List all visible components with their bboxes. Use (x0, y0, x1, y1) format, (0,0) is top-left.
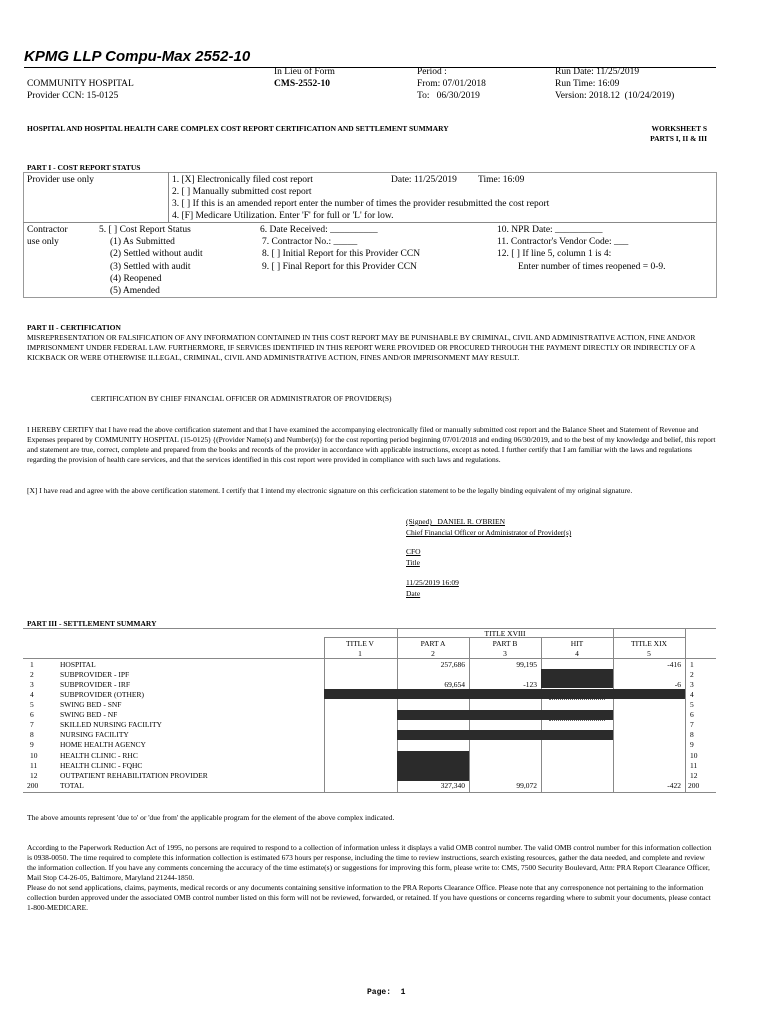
row-label-snf: SKILLED NURSING FACILITY (60, 720, 162, 729)
title-xviii-header: TITLE XVIII (484, 629, 526, 638)
col-header-title-v: TITLE V (346, 639, 374, 648)
reopened-line: 12. [ ] If line 5, column 1 is 4: (497, 249, 612, 259)
col-header-part-b: PART B (492, 639, 518, 648)
row-line-number: 10 (30, 751, 38, 760)
col-header-hit: HIT (570, 639, 584, 648)
row-label-rhc: HEALTH CLINIC - RHC (60, 751, 138, 760)
status-line-1: 1. [X] Electronically filed cost report (172, 175, 313, 185)
row-line-number: 6 (30, 710, 34, 719)
col-number: 4 (575, 649, 579, 658)
row-line-number-right: 200 (688, 781, 700, 790)
row-label-total: TOTAL (60, 781, 84, 790)
status-line-3: 3. [ ] If this is an amended report enter the number of times the provider resubmitted the cost report (172, 199, 550, 209)
table-col-divider (685, 628, 686, 792)
provider-ccn: Provider CCN: 15-0125 (27, 91, 119, 101)
status-option: (2) Settled without audit (110, 249, 203, 259)
reopened-count: Enter number of times reopened = 0-9. (518, 262, 666, 272)
date-received: 6. Date Received: __________ (260, 225, 378, 235)
table-col-divider (324, 637, 325, 792)
status-option: (4) Reopened (110, 274, 162, 284)
row-line-number-right: 1 (690, 660, 694, 669)
report-title: HOSPITAL AND HOSPITAL HEALTH CARE COMPLEX COST REPORT CERTIFICATION AND SETTLEMENT SUMMARY (27, 124, 449, 133)
col-number: 5 (647, 649, 651, 658)
row-label-outpatient-rehab: OUTPATIENT REHABILITATION PROVIDER (60, 771, 208, 780)
row-line-number-right: 11 (690, 761, 698, 770)
dotted-rule (549, 699, 605, 700)
run-date: Run Date: 11/25/2019 (555, 67, 640, 77)
contractor-no: 7. Contractor No.: _____ (262, 237, 358, 247)
contractor-label: Contractor (27, 225, 68, 235)
col-number: 3 (503, 649, 507, 658)
final-report: 9. [ ] Final Report for this Provider CCN (262, 262, 417, 272)
row-label-irf: SUBPROVIDER - IRF (60, 680, 131, 689)
page-number: Page: 1 (367, 988, 406, 997)
part2-heading: PART II - CERTIFICATION (27, 323, 121, 332)
part1-divider-horizontal (23, 222, 716, 223)
warning-text: MISREPRESENTATION OR FALSIFICATION OF ANY INFORMATION CONTAINED IN THIS COST REPORT MAY BE PUNISHABLE BY CRIMINAL, CIVIL AND ADMINISTRATIVE ACTION, FINE AND/OR IMPRISONMENT UNDER FEDERAL LAW. FURTHERMORE, IF SERVICES IDENTIFIED IN THIS REPORT WERE PROVIDED OR PROCURED THROUGH THE PAYMENT DIRECTLY OR INDIRECTLY OF A KICKBACK OR WERE OTHERWISE ILLEGAL, CRIMINAL, CIVIL AND ADMINISTRATIVE ACTION, FINES AND/OR IMPRISONMENT MAY RESULT. (27, 333, 696, 362)
run-time: Run Time: 16:09 (555, 79, 620, 89)
row-value-part-a: 257,686 (440, 660, 465, 669)
form-number: CMS-2552-10 (274, 79, 330, 89)
shaded-cell (397, 710, 613, 720)
paperwork-notice: According to the Paperwork Reduction Act of 1995, no persons are required to respond to a collection of information unless it displays a valid OMB control number. The valid OMB control number for this information collection is 0938-0050. The time required to complete this information collection is estimated 673 hours per response, including the time to review instructions, search existing resources, gather the data needed, and complete and review the information collection. If you have any comments concerning the accuracy of the time estimate(s) or suggestions for improving this form, please write to: CMS, 7500 Security Boulevard, Attn: PRA Report Clearance Officer, Mail Stop C4-26-05, Baltimore, Maryland 21244-1850. Please do not send applications, claims, payments, medical records or any documents containing sensitive information to the PRA Reports Clearance Office. Please note that any corresponence not pertaining to the information collection burden approved under the associated OMB control number listed on this form will not be reviewed, forwarded, or retained. If you have questions or concerns regarding where to submit your documents, please contact 1-800-MEDICARE. (27, 843, 712, 912)
period-label: Period : (417, 67, 447, 77)
signer-title-label: Chief Financial Officer or Administrator of Provider(s) (406, 528, 572, 537)
row-line-number: 1 (30, 660, 34, 669)
row-line-number-right: 2 (690, 670, 694, 679)
row-value-title-xix: -416 (667, 660, 681, 669)
document-title: KPMG LLP Compu-Max 2552-10 (24, 48, 251, 65)
hospital-name: COMMUNITY HOSPITAL (27, 79, 134, 89)
certification-text: I HEREBY CERTIFY that I have read the above certification statement and that I have examined the accompanying electronically filed or manually submitted cost report and the Balance Sheet and Statement of Revenue and Expenses prepared by COMMUNITY HOSPITAL (15-0125) {(Provider Name(s) and Number(s)} for the cost reporting period beginning 07/01/2018 and ending 06/30/2019, and to the best of my knowledge and belief, this report and statement are true, correct, complete and prepared from the books and records of the provider in accordance with applicable instructions, except as noted. I further certify that I am familiar with the laws and regulations regarding the provision of health care services, and that the services identified in this cost report were provided in compliance with such laws and regulations. (27, 425, 716, 464)
row-line-number-right: 6 (690, 710, 694, 719)
row-value-part-b: 99,195 (516, 660, 537, 669)
status-line-2: 2. [ ] Manually submitted cost report (172, 187, 312, 197)
title-label: Title (406, 558, 420, 567)
date-label: Date (406, 589, 421, 598)
table-subheader-rule (324, 637, 685, 638)
col-number: 2 (431, 649, 435, 658)
row-label-home-health: HOME HEALTH AGENCY (60, 740, 146, 749)
row-label-fqhc: HEALTH CLINIC - FQHC (60, 761, 143, 770)
settlement-note: The above amounts represent 'due to' or 'due from' the applicable program for the element of the above complex indicated. (27, 813, 395, 822)
filed-date: Date: 11/25/2019 (391, 175, 457, 185)
row-line-number: 2 (30, 670, 34, 679)
row-line-number: 11 (30, 761, 38, 770)
table-col-divider (613, 628, 614, 792)
signed-name: (Signed) DANIEL R. O'BRIEN (406, 517, 505, 526)
table-bottom-rule (23, 792, 716, 793)
row-line-number-right: 12 (690, 771, 698, 780)
provider-use-label: Provider use only (27, 175, 95, 185)
filed-time: Time: 16:09 (478, 175, 525, 185)
total-value-part-a: 327,340 (440, 781, 465, 790)
row-line-number-right: 5 (690, 700, 694, 709)
row-label-hospital: HOSPITAL (60, 660, 96, 669)
row-value-part-b: -123 (523, 680, 537, 689)
row-line-number-right: 3 (690, 680, 694, 689)
status-option: (3) Settled with audit (110, 262, 191, 272)
vendor-code: 11. Contractor's Vendor Code: ___ (497, 237, 629, 247)
total-value-title-xix: -422 (667, 781, 681, 790)
row-label-nursing-facility: NURSING FACILITY (60, 730, 129, 739)
row-line-number-right: 7 (690, 720, 694, 729)
shaded-cell (397, 730, 613, 740)
agreement-statement: [X] I have read and agree with the above certification statement. I certify that I intend my electronic signature on this cerficication statement to be the legally binding equivalent of my original signature. (27, 486, 633, 495)
shaded-cell (397, 751, 469, 781)
status-line-4: 4. [F] Medicare Utilization. Enter 'F' for full or 'L' for low. (172, 211, 394, 221)
signature-date: 11/25/2019 16:09 (406, 578, 459, 587)
period-to: To: 06/30/2019 (417, 91, 480, 101)
col-header-part-a: PART A (420, 639, 446, 648)
shaded-cell (324, 689, 685, 699)
row-label-ipf: SUBPROVIDER - IPF (60, 670, 130, 679)
total-value-part-b: 99,072 (516, 781, 537, 790)
version: Version: 2018.12 (10/24/2019) (555, 91, 675, 101)
initial-report: 8. [ ] Initial Report for this Provider CCN (262, 249, 421, 259)
worksheet-parts: PARTS I, II & III (650, 134, 707, 143)
row-line-number: 7 (30, 720, 34, 729)
part3-heading: PART III - SETTLEMENT SUMMARY (27, 619, 157, 628)
row-line-number: 200 (27, 781, 39, 790)
row-line-number: 8 (30, 730, 34, 739)
part1-divider-vertical (168, 172, 169, 223)
row-value-part-a: 69,654 (444, 680, 465, 689)
title-value: CFO (406, 547, 421, 556)
row-label-swing-nf: SWING BED - NF (60, 710, 118, 719)
row-line-number: 4 (30, 690, 34, 699)
row-label-swing-snf: SWING BED - SNF (60, 700, 122, 709)
row-line-number: 5 (30, 700, 34, 709)
row-label-subprovider-other: SUBPROVIDER (OTHER) (60, 690, 144, 699)
status-option: (5) Amended (110, 286, 160, 296)
row-line-number-right: 4 (690, 690, 694, 699)
col-number: 1 (358, 649, 362, 658)
row-value-title-xix: -6 (674, 680, 681, 689)
npr-date: 10. NPR Date: __________ (497, 225, 603, 235)
row-line-number: 12 (30, 771, 38, 780)
certification-heading: CERTIFICATION BY CHIEF FINANCIAL OFFICER OR ADMINISTRATOR OF PROVIDER(S) (91, 394, 392, 403)
row-line-number: 3 (30, 680, 34, 689)
period-from: From: 07/01/2018 (417, 79, 486, 89)
dotted-rule (549, 720, 605, 721)
shaded-cell (541, 669, 613, 688)
row-line-number-right: 10 (690, 751, 698, 760)
worksheet-label: WORKSHEET S (651, 124, 707, 133)
row-line-number-right: 8 (690, 730, 694, 739)
status-option: (1) As Submitted (110, 237, 175, 247)
contractor-use-only: use only (27, 237, 59, 247)
row-line-number: 9 (30, 740, 34, 749)
part1-heading: PART I - COST REPORT STATUS (27, 163, 141, 172)
col-header-title-xix: TITLE XIX (630, 639, 668, 648)
row-line-number-right: 9 (690, 740, 694, 749)
in-lieu-of: In Lieu of Form (274, 67, 335, 77)
cost-report-status: 5. [ ] Cost Report Status (99, 225, 191, 235)
